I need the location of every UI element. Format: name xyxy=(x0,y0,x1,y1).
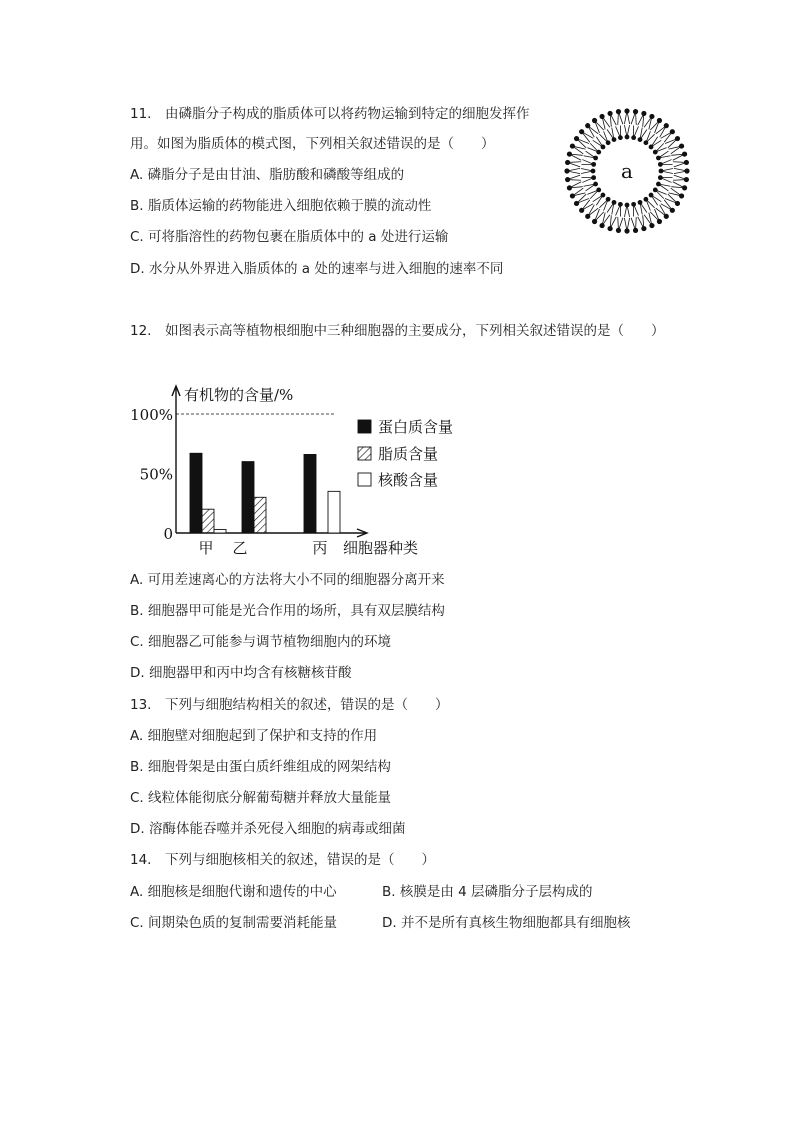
phospholipid-outer xyxy=(567,151,583,160)
organelle-composition-chart xyxy=(126,380,496,560)
q14-option-d: D. 并不是所有真核生物细胞都具有细胞核 xyxy=(382,915,631,931)
liposome-core-label: a xyxy=(621,159,633,183)
bar-empty xyxy=(214,529,226,533)
phospholipid-outer xyxy=(624,108,629,124)
q11-option-d: D. 水分从外界进入脂质体的 a 处的速率与进入细胞的速率不同 xyxy=(130,261,504,277)
phospholipid-inner xyxy=(624,203,629,217)
x-category-label: 乙 xyxy=(232,539,248,557)
q13-option-b: B. 细胞骨架是由蛋白质纤维组成的网架结构 xyxy=(130,759,391,775)
q11-option-b: B. 脂质体运输的药物能进入细胞依赖于膜的流动性 xyxy=(130,198,432,214)
phospholipid-inner xyxy=(599,197,610,211)
phospholipid-inner xyxy=(616,202,623,217)
phospholipid-inner xyxy=(587,187,601,198)
bar-empty xyxy=(328,491,340,533)
phospholipid-inner xyxy=(584,151,598,160)
phospholipid-inner xyxy=(587,143,601,154)
q13-option-a: A. 细胞壁对细胞起到了保护和支持的作用 xyxy=(130,728,378,744)
phospholipid-inner xyxy=(656,182,670,191)
phospholipid-outer xyxy=(631,109,638,125)
phospholipid-outer xyxy=(564,168,580,173)
phospholipid-inner xyxy=(631,125,638,140)
y-tick-label: 0 xyxy=(163,525,173,543)
phospholipid-outer xyxy=(671,151,687,160)
y-tick-label: 100% xyxy=(130,406,173,424)
legend-label: 蛋白质含量 xyxy=(378,418,454,436)
q12-stem: 12. 如图表示高等植物根细胞中三种细胞器的主要成分，下列相关叙述错误的是（ ） xyxy=(130,323,665,339)
phospholipid-outer xyxy=(607,215,616,231)
legend-swatch-solid xyxy=(358,420,371,433)
q14-options-row1 xyxy=(130,883,593,901)
phospholipid-inner xyxy=(638,128,647,142)
q14-option-b: B. 核膜是由 4 层磷脂分子层构成的 xyxy=(382,884,593,900)
phospholipid-inner xyxy=(656,151,670,160)
phospholipid-inner xyxy=(581,168,595,173)
q11-stem-line2: 用。如图为脂质体的模式图，下列相关叙述错误的是（ ） xyxy=(130,136,495,152)
phospholipid-inner xyxy=(581,175,596,182)
q14-option-a: A. 细胞核是细胞代谢和遗传的中心 xyxy=(130,884,337,900)
q12-option-d: D. 细胞器甲和丙中均含有核糖核苷酸 xyxy=(130,665,352,681)
phospholipid-outer xyxy=(567,182,583,191)
phospholipid-inner xyxy=(659,168,673,173)
legend-swatch-empty xyxy=(358,473,371,486)
x-category-label: 丙 xyxy=(312,539,328,557)
phospholipid-inner xyxy=(607,200,616,214)
legend-label: 核酸含量 xyxy=(378,471,439,489)
phospholipid-outer xyxy=(607,111,616,127)
phospholipid-inner xyxy=(658,175,673,182)
phospholipid-inner xyxy=(584,182,598,191)
liposome-figure xyxy=(562,106,692,236)
phospholipid-inner xyxy=(658,160,673,167)
bar-solid xyxy=(190,453,202,533)
phospholipid-inner xyxy=(607,128,616,142)
phospholipid-outer xyxy=(616,109,623,125)
legend-swatch-hatch xyxy=(358,447,371,460)
x-category-label: 甲 xyxy=(198,539,214,557)
q14-options-row2 xyxy=(130,914,631,932)
phospholipid-inner xyxy=(653,187,667,198)
q11-stem-line1: 11. 由磷脂分子构成的脂质体可以将药物运输到特定的细胞发挥作 xyxy=(130,106,530,122)
legend-label: 脂质含量 xyxy=(378,445,439,463)
phospholipid-outer xyxy=(638,111,647,127)
phospholipid-outer xyxy=(673,160,689,167)
phospholipid-outer xyxy=(565,160,581,167)
q13-stem: 13. 下列与细胞结构相关的叙述，错误的是（ ） xyxy=(130,697,449,713)
phospholipid-inner xyxy=(643,197,654,211)
phospholipid-outer xyxy=(674,168,690,173)
phospholipid-outer xyxy=(631,217,638,233)
q12-option-a: A. 可用差速离心的方法将大小不同的细胞器分离开来 xyxy=(130,572,445,588)
y-tick-label: 50% xyxy=(139,465,173,484)
phospholipid-inner xyxy=(631,202,638,217)
q12-option-b: B. 细胞器甲可能是光合作用的场所，具有双层膜结构 xyxy=(130,603,445,619)
q13-option-d: D. 溶酶体能吞噬并杀死侵入细胞的病毒或细菌 xyxy=(130,821,406,837)
q13-option-c: C. 线粒体能彻底分解葡萄糖并释放大量能量 xyxy=(130,790,392,806)
phospholipid-outer xyxy=(624,218,629,234)
phospholipid-inner xyxy=(638,200,647,214)
phospholipid-outer xyxy=(616,217,623,233)
phospholipid-inner xyxy=(581,160,596,167)
phospholipid-inner xyxy=(616,125,623,140)
bar-solid xyxy=(242,462,254,533)
q12-option-c: C. 细胞器乙可能参与调节植物细胞内的环境 xyxy=(130,634,392,650)
q11-option-c: C. 可将脂溶性的药物包裹在脂质体中的 a 处进行运输 xyxy=(130,229,449,245)
phospholipid-outer xyxy=(565,175,581,182)
phospholipid-inner xyxy=(599,131,610,145)
phospholipid-inner xyxy=(653,143,667,154)
phospholipid-outer xyxy=(673,175,689,182)
q11-option-a: A. 磷脂分子是由甘油、脂肪酸和磷酸等组成的 xyxy=(130,167,405,183)
q14-stem: 14. 下列与细胞核相关的叙述，错误的是（ ） xyxy=(130,852,435,868)
x-axis-label: 细胞器种类 xyxy=(343,539,419,557)
phospholipid-inner xyxy=(624,125,629,139)
bar-solid xyxy=(304,454,316,533)
phospholipid-outer xyxy=(671,182,687,191)
y-axis-label: 有机物的含量/% xyxy=(184,386,294,404)
phospholipid-outer xyxy=(638,215,647,231)
q14-option-c: C. 间期染色质的复制需要消耗能量 xyxy=(130,915,338,931)
phospholipid-inner xyxy=(643,131,654,145)
bar-hatch xyxy=(254,497,266,533)
bar-hatch xyxy=(202,509,214,533)
